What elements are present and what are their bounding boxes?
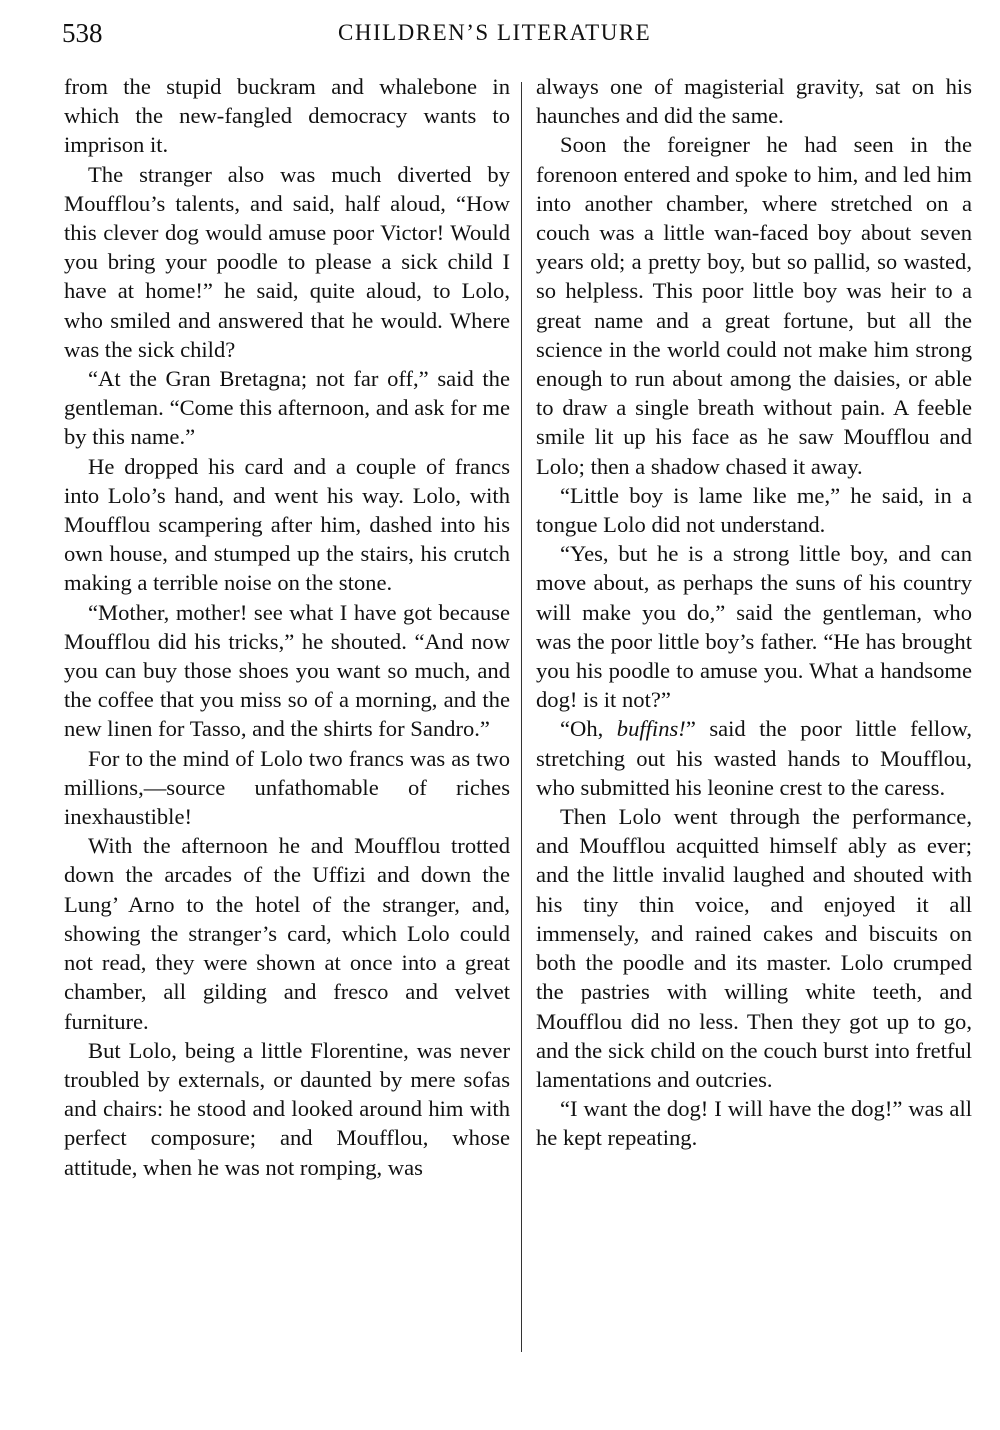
paragraph: For to the mind of Lolo two francs was as two millions,—source unfathomable of riches inexhaustible!: [64, 745, 510, 830]
right-column: [536, 72, 972, 1153]
page-header: [62, 18, 972, 54]
paragraph: The stranger also was much diverted by Moufflou’s talents, and said, half aloud, “How this clever dog would amuse poor Victor! Would you bring your poodle to please a sick child I have at home!” he said, quite aloud, to Lolo, who smiled and answered that he would. Where was the sick child?: [64, 161, 510, 362]
paragraph: “Little boy is lame like me,” he said, in a tongue Lolo did not understand.: [536, 482, 972, 538]
paragraph: from the stupid buckram and whalebone in which the new-fangled democracy wants to imprison it.: [64, 74, 510, 158]
page-number: 538: [62, 18, 103, 48]
paragraph-with-italic: [536, 714, 972, 802]
paragraph: “At the Gran Bretagna; not far off,” said the gentleman. “Come this afternoon, and ask for me by this name.”: [64, 366, 510, 450]
paragraph: He dropped his card and a couple of francs into Lolo’s hand, and went his way. Lolo, with Moufflou scampering after him, dashed into his own house, and stumped up the stairs, his crutch making a terrible noise on the stone.: [64, 453, 510, 596]
paragraph: With the afternoon he and Moufflou trotted down the arcades of the Uffizi and down the Lung’ Arno to the hotel of the stranger, and, showing the stranger’s card, which Lolo could not read, they were shown at once into a great chamber, all gilding and fresco and velvet furniture.: [64, 833, 510, 1034]
left-column: [64, 72, 510, 1182]
paragraph: “I want the dog! I will have the dog!” was all he kept repeating.: [536, 1096, 972, 1151]
paragraph: Soon the foreigner he had seen in the forenoon entered and spoke to him, and led him into another chamber, where stretched on a couch was a little wan-faced boy about seven years old; a pretty boy, but so pallid, so wasted, so helpless. This poor little boy was heir to a great name and a great fortune, but all the science in the world could not make him strong enough to run about among the daisies, or able to draw a single breath without pain. A feeble smile lit up his face as he saw Moufflou and Lolo; then a shadow chased it away.: [536, 132, 972, 479]
paragraph: But Lolo, being a little Florentine, was never troubled by externals, or daunted by mere sofas and chairs: he stood and looked around him with perfect composure; and Moufflou, whose attitude, when he was not romping, was: [64, 1037, 510, 1180]
paragraph: “Mother, mother! see what I have got because Moufflou did his tricks,” he shouted. “And now you can buy those shoes you want so much, and the coffee that you miss so of a morning, and the new linen for Tasso, and the shirts for Sandro.”: [64, 599, 510, 742]
text-run: ” said the poor little fellow, stretching out his wasted hands to Moufflou, who submitted his leonine crest to the caress.: [536, 716, 972, 800]
italic-word: buffins!: [616, 716, 686, 742]
paragraph: Then Lolo went through the performance, and Moufflou acquitted himself ably as ever; and the little invalid laughed and shouted with his tiny thin voice, and enjoyed it all immensely, and rained cakes and biscuits on both the poodle and its master. Lolo crumped the pastries with willing white teeth, and Moufflou did no less. Then they got up to go, and the sick child on the couch burst into fretful lamentations and outcries.: [536, 804, 972, 1092]
paragraph: always one of magisterial gravity, sat on his haunches and did the same.: [536, 74, 972, 129]
text-run: “Oh,: [560, 716, 617, 742]
running-title: CHILDREN’S LITERATURE: [338, 20, 652, 45]
column-divider: [521, 82, 522, 1352]
paragraph: “Yes, but he is a strong little boy, and can move about, as perhaps the suns of his country will make you do,” said the gentleman, who was the poor little boy’s father. “He has brought you his poodle to amuse you. What a handsome dog! is it not?”: [536, 541, 972, 713]
